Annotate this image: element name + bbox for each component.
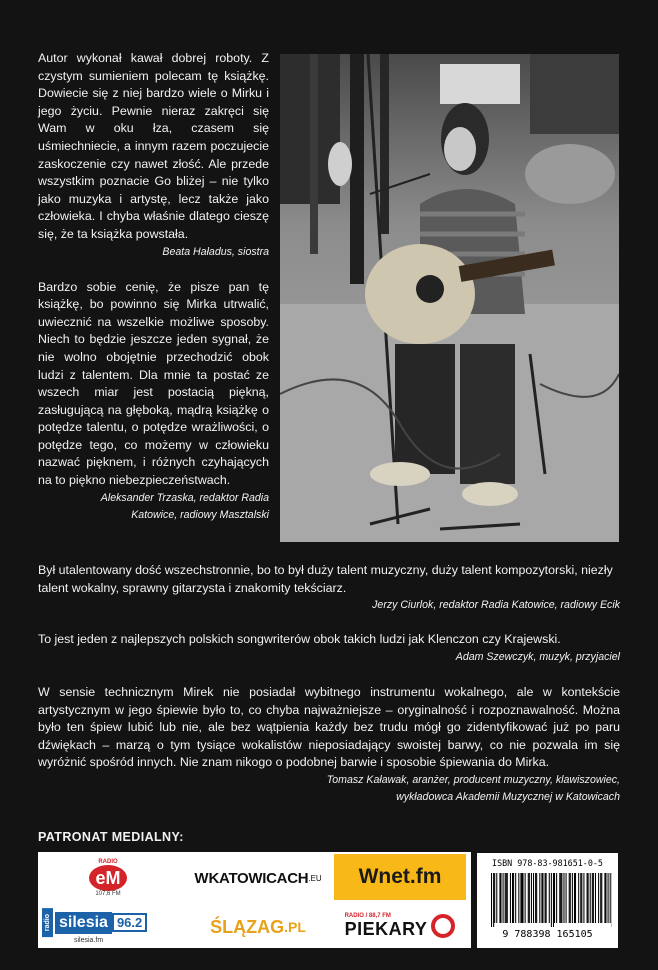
slazag-suffix: .PL xyxy=(284,919,306,935)
quote-author: Adam Szewczyk, muzyk, przyjaciel xyxy=(455,650,620,663)
piekary-top: RADIO / 88,7 FM xyxy=(344,912,391,919)
quote-author: Tomasz Kaławak, aranżer, producent muzyczny, klawiszowiec, xyxy=(326,773,620,786)
radio-piekary-logo xyxy=(334,908,466,944)
radio-em-top: RADIO xyxy=(98,859,118,865)
quote-block xyxy=(38,631,620,666)
wkatowicach-w: W xyxy=(194,869,209,887)
guitarist-photo-illustration xyxy=(280,54,619,542)
quote-text: W sensie technicznym Mirek nie posiadał wybitnego instrumentu wokalnego, ale w kontekście artystycznym w jego śpiewie było to, co chyba najważniejsze – oryginalność i rozpoznawalność. Można było ten śpiew lubić lub nie, ale bez wątpienia każdy bez trudu mógł go zidentyfikować już po paru dźwiękach – marzą o tym tysiące wokalistów nieposiadający swoistej barwy, co nie pozwala im się wyróżnić spośród innych. Nie znam nikogo o podobnej barwie i sposobie śpiewania do Mirka. xyxy=(38,685,620,770)
wkatowicach-logo xyxy=(188,866,328,890)
slazag-main: ŚLĄZAG xyxy=(210,916,285,937)
piekary-main: PIEKARY xyxy=(344,918,428,939)
radio-em-freq: 107,6 FM xyxy=(95,891,121,897)
media-partners-logos xyxy=(38,852,471,948)
isbn-label: ISBN 978-83-981651-0-5 xyxy=(492,858,603,868)
radio-silesia-logo xyxy=(42,908,172,944)
quote-block xyxy=(38,562,620,614)
quote-block xyxy=(38,684,620,806)
guitarist-photo xyxy=(280,54,619,542)
quote-author: Beata Haładus, siostra xyxy=(162,245,269,258)
silesia-radio: radio xyxy=(42,908,53,937)
quote-author: Jerzy Ciurlok, redaktor Radia Katowice, radiowy Ecik xyxy=(372,599,620,612)
quote-author: wykładowca Akademii Muzycznej w Katowicach xyxy=(396,790,620,803)
barcode-digits: 9 788398 165105 xyxy=(502,929,593,940)
wkatowicach-suffix: .EU xyxy=(308,873,322,883)
barcode-bars-icon xyxy=(491,873,612,927)
quote-text: To jest jeden z najlepszych polskich songwriterów obok takich ludzi jak Klenczon czy Krajewski. xyxy=(38,632,561,646)
piekary-circle-icon xyxy=(431,914,455,938)
radio-em-main: eM xyxy=(89,865,127,891)
radio-em-logo xyxy=(78,856,138,900)
wnet-fm-logo xyxy=(334,854,466,900)
quote-text: Był utalentowany dość wszechstronnie, bo to był duży talent muzyczny, duży talent kompozytorski, niezły talent wokalny, sprawny gitarzysta i znakomity tekściarz. xyxy=(38,563,613,595)
slazag-logo xyxy=(188,912,328,942)
quote-author: Aleksander Trzaska, redaktor Radia xyxy=(100,491,269,504)
left-quotes-column xyxy=(38,50,269,524)
wnet-fm-text: Wnet.fm xyxy=(358,865,442,888)
quote-text: Bardzo sobie cenię, że pisze pan tę książkę, bo powinno się Mirka utrwalić, uwiecznić na wszelkie możliwe sposoby. Niech to będzie jeszcze jeden sygnał, że nie wolno obojętnie przechodzić obok ludzi z talentem. Dla mnie ta postać ze wszech miar jest postacią piękną, zasługującą na głęboką, mądrą książkę o potędze talentu, o potędze wrażliwości, o potędze tego, co możemy w człowieku nazwać pięknem, i różnych czyhających na to piękno niebezpieczeństwach. xyxy=(38,279,269,488)
isbn-barcode xyxy=(477,853,618,948)
silesia-url: silesia.fm xyxy=(74,937,104,945)
quote-author: Katowice, radiowy Masztalski xyxy=(131,508,269,521)
silesia-freq: 96.2 xyxy=(112,913,147,932)
silesia-name: silesia xyxy=(55,912,112,934)
quote-text: Autor wykonał kawał dobrej roboty. Z czystym sumieniem polecam tę książkę. Dowiecie się z niej bardzo wiele o Mirku i jego życiu. Pewnie nieraz zakręci się Wam w oku łza, czasem się uśmiechniecie, a innym razem poczujecie zaskoczenie czy nawet złość. Ale przede wszystkim poznacie Go bliżej – nie tylko jako muzyka i artystę, lecz także jako człowieka. I chyba właśnie dlatego cieszę się, że ta książka powstała. xyxy=(38,51,269,241)
wkatowicach-main: KATOWICACH xyxy=(208,869,309,887)
patronat-label: PATRONAT MEDIALNY: xyxy=(38,830,184,844)
